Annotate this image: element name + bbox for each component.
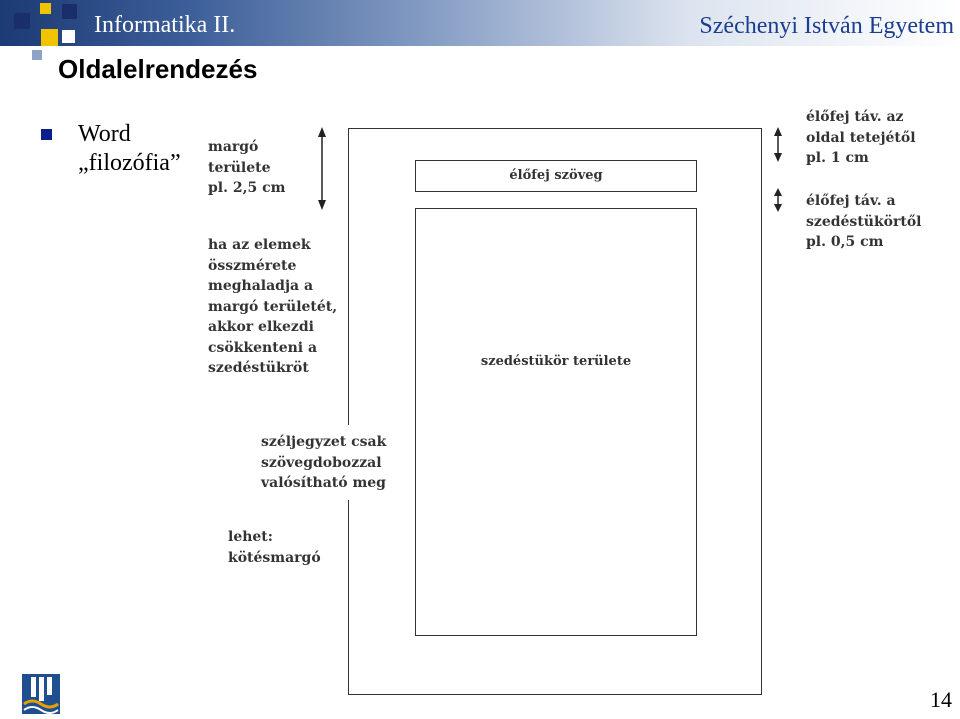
- header-distance-body-label: élőfej táv. a szedéstükörtől pl. 0,5 cm: [806, 193, 922, 250]
- margin-label: margó területe pl. 2,5 cm: [208, 139, 286, 196]
- header-body-arrow-icon: [774, 188, 782, 212]
- page-number: 14: [930, 687, 952, 712]
- bullet-text-line1: Word: [78, 121, 131, 147]
- course-title: Informatika II.: [94, 12, 236, 38]
- header-distance-top-label: élőfej táv. az oldal tetejétől pl. 1 cm: [806, 109, 916, 166]
- margin-arrow-icon: [318, 127, 326, 210]
- binding-label: lehet: kötésmargó: [228, 529, 321, 566]
- university-logo-icon: [22, 674, 62, 718]
- university-name: Széchenyi István Egyetem: [699, 13, 954, 39]
- slide-title: Oldalelrendezés: [58, 54, 258, 84]
- header-top-arrow-icon: [774, 127, 782, 162]
- overflow-note: ha az elemek összmérete meghaladja a margó területét, akkor elkezdi csökkenteni a szedéstükröt: [208, 237, 338, 376]
- sidenote-label: széljegyzet csak szövegdobozzal valósítható meg: [261, 434, 387, 491]
- bullet-text-line2: „filozófia”: [78, 150, 181, 176]
- header-box-label: élőfej szöveg: [509, 168, 603, 183]
- body-box-label: szedéstükör területe: [480, 354, 632, 369]
